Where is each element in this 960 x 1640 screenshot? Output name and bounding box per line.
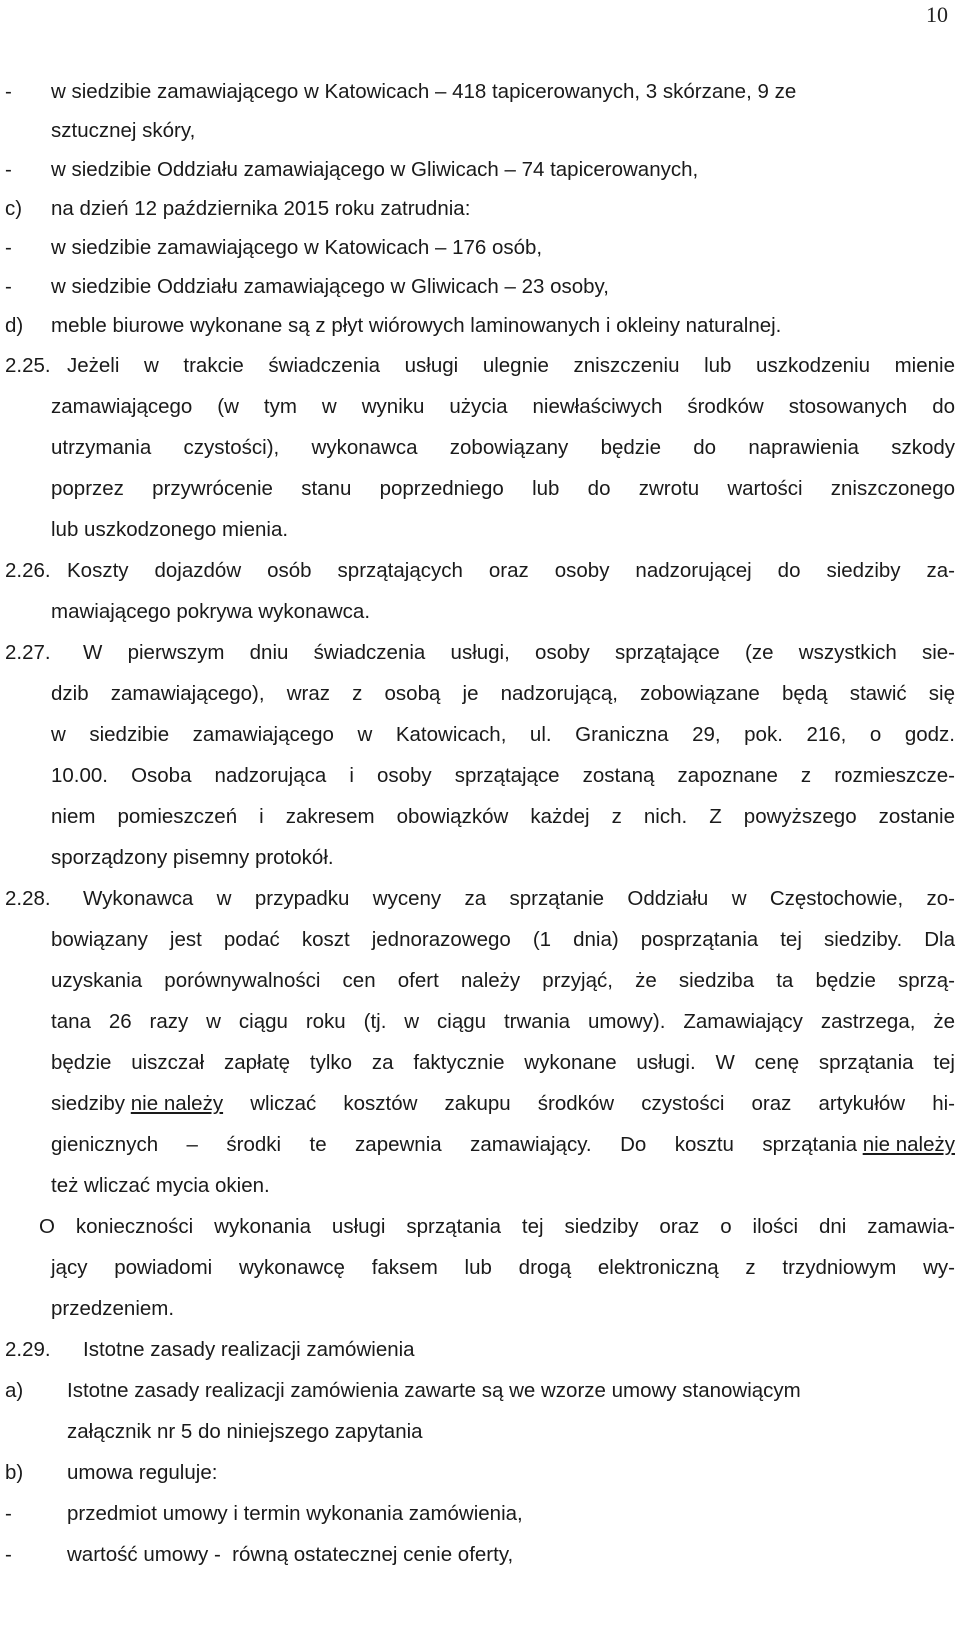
text-run: wliczać kosztów zakupu środków czystości oraz artykułów hi- — [223, 1092, 955, 1115]
section-2-27-line — [5, 673, 960, 714]
paragraph-line: niem pomieszczeń i zakresem obowiązków każdej z nich. Z powyższego zostanie — [51, 805, 955, 828]
paragraph-line: też wliczać mycia okien. — [51, 1174, 270, 1197]
paragraph-line: O konieczności wykonania usługi sprzątania tej siedziby oraz o ilości dni zamawia- — [39, 1215, 955, 1238]
list-marker: - — [5, 275, 12, 298]
section-2-28-note-line — [5, 1247, 960, 1288]
paragraph-line: dzib zamawiającego), wraz z osobą je nadzorującą, zobowiązane będą stawić się — [51, 682, 955, 705]
section-2-28-note-line — [5, 1206, 960, 1247]
text-run: gienicznych – środki te zapewnia zamawiający. Do kosztu sprzątania — [51, 1133, 863, 1156]
section-2-27-line — [5, 632, 960, 673]
list-item — [5, 228, 960, 267]
paragraph-line: W pierwszym dniu świadczenia usługi, osoby sprzątające (ze wszystkich sie- — [83, 641, 955, 664]
paragraph-line: tana 26 razy w ciągu roku (tj. w ciągu trwania umowy). Zamawiający zastrzega, że — [51, 1010, 955, 1033]
paragraph-line: uzyskania porównywalności cen ofert należy przyjąć, że siedziba ta będzie sprzą- — [51, 969, 955, 992]
list-item-text: wartość umowy - równą ostatecznej cenie oferty, — [67, 1543, 514, 1566]
paragraph-line: zamawiającego (w tym w wyniku użycia niewłaściwych środków stosowanych do — [51, 395, 955, 418]
section-2-25-line — [5, 345, 960, 386]
list-item-text: meble biurowe wykonane są z płyt wiórowych laminowanych i okleiny naturalnej. — [51, 314, 782, 337]
text-run: siedziby — [51, 1092, 131, 1115]
section-2-27-line — [5, 714, 960, 755]
paragraph-line: utrzymania czystości), wykonawca zobowiązany będzie do naprawienia szkody — [51, 436, 955, 459]
paragraph-line: Koszty dojazdów osób sprzątających oraz osoby nadzorującej do siedziby za- — [67, 559, 955, 582]
paragraph-line: w siedzibie zamawiającego w Katowicach, ul. Graniczna 29, pok. 216, o godz. — [51, 723, 955, 746]
list-item — [5, 150, 960, 189]
section-2-28-line — [5, 1165, 960, 1206]
paragraph-line: Wykonawca w przypadku wyceny za sprzątanie Oddziału w Częstochowie, zo- — [83, 887, 955, 910]
list-item — [5, 267, 960, 306]
paragraph-line: jący powiadomi wykonawcę faksem lub drogą elektroniczną z trzydniowym wy- — [51, 1256, 955, 1279]
section-2-25-line — [5, 386, 960, 427]
list-marker: - — [5, 1502, 12, 1525]
paragraph-line: będzie uiszczał zapłatę tylko za faktycznie wykonane usługi. W cenę sprzątania tej — [51, 1051, 955, 1074]
section-2-28-line — [5, 878, 960, 919]
section-2-28-line — [5, 1001, 960, 1042]
underlined-text: nie należy — [862, 1133, 955, 1156]
list-marker: b) — [5, 1461, 24, 1484]
section-number: 2.27. — [5, 641, 51, 664]
list-item-text: w siedzibie zamawiającego w Katowicach – 176 osób, — [51, 236, 543, 259]
paragraph-line: Jeżeli w trakcie świadczenia usługi ulegnie zniszczeniu lub uszkodzeniu mienie — [67, 354, 955, 377]
list-marker: - — [5, 236, 12, 259]
paragraph-line — [51, 1083, 955, 1124]
section-number: 2.29. — [5, 1338, 51, 1361]
section-number: 2.28. — [5, 887, 51, 910]
list-item-text: w siedzibie Oddziału zamawiającego w Gliwicach – 74 tapicerowanych, — [51, 158, 699, 181]
list-marker: d) — [5, 314, 24, 337]
paragraph-line — [51, 1124, 955, 1165]
paragraph-line: sporządzony pisemny protokół. — [51, 846, 334, 869]
section-2-29-heading — [5, 1329, 960, 1370]
section-number: 2.26. — [5, 559, 51, 582]
section-2-25-line — [5, 509, 960, 550]
section-2-28-line — [5, 960, 960, 1001]
section-2-28-line — [5, 1124, 960, 1165]
section-2-28-note-line — [5, 1288, 960, 1329]
list-item-text: Istotne zasady realizacji zamówienia zawarte są we wzorze umowy stanowiącym — [67, 1379, 801, 1402]
list-item-text: na dzień 12 października 2015 roku zatrudnia: — [51, 197, 471, 220]
list-item-text: w siedzibie Oddziału zamawiającego w Gliwicach – 23 osoby, — [51, 275, 609, 298]
list-item-text: załącznik nr 5 do niniejszego zapytania — [67, 1420, 423, 1443]
list-item-text: sztucznej skóry, — [51, 119, 196, 142]
list-item-text: przedmiot umowy i termin wykonania zamówienia, — [67, 1502, 523, 1525]
underlined-text: nie należy — [130, 1092, 224, 1115]
section-number: 2.25. — [5, 354, 51, 377]
section-2-28-line — [5, 1083, 960, 1124]
section-title: Istotne zasady realizacji zamówienia — [83, 1338, 415, 1361]
page-number: 10 — [926, 2, 948, 27]
list-marker: - — [5, 80, 12, 103]
section-2-26-line — [5, 591, 960, 632]
list-item — [5, 111, 960, 150]
section-2-25-line — [5, 468, 960, 509]
list-item-text: umowa reguluje: — [67, 1461, 218, 1484]
section-2-28-line — [5, 919, 960, 960]
document-body — [5, 72, 960, 1575]
section-2-25-line — [5, 427, 960, 468]
list-item — [5, 306, 960, 345]
paragraph-line: przedzeniem. — [51, 1297, 175, 1320]
section-2-28-line — [5, 1042, 960, 1083]
list-marker: a) — [5, 1379, 24, 1402]
list-item — [5, 1411, 960, 1452]
list-item-text: w siedzibie zamawiającego w Katowicach – 418 tapicerowanych, 3 skórzane, 9 ze — [51, 80, 797, 103]
section-2-27-line — [5, 755, 960, 796]
paragraph-line: lub uszkodzonego mienia. — [51, 518, 289, 541]
list-marker: c) — [5, 197, 23, 220]
list-item — [5, 1493, 960, 1534]
paragraph-line: mawiającego pokrywa wykonawca. — [51, 600, 371, 623]
list-marker: - — [5, 158, 12, 181]
list-item — [5, 189, 960, 228]
list-item — [5, 1534, 960, 1575]
section-2-27-line — [5, 796, 960, 837]
section-2-26-line — [5, 550, 960, 591]
list-item — [5, 72, 960, 111]
paragraph-line: bowiązany jest podać koszt jednorazowego (1 dnia) posprzątania tej siedziby. Dla — [51, 928, 955, 951]
list-item — [5, 1452, 960, 1493]
paragraph-line: 10.00. Osoba nadzorująca i osoby sprzątające zostaną zapoznane z rozmieszcze- — [51, 764, 955, 787]
list-marker: - — [5, 1543, 12, 1566]
list-item — [5, 1370, 960, 1411]
paragraph-line: poprzez przywrócenie stanu poprzedniego lub do zwrotu wartości zniszczonego — [51, 477, 955, 500]
section-2-27-line — [5, 837, 960, 878]
